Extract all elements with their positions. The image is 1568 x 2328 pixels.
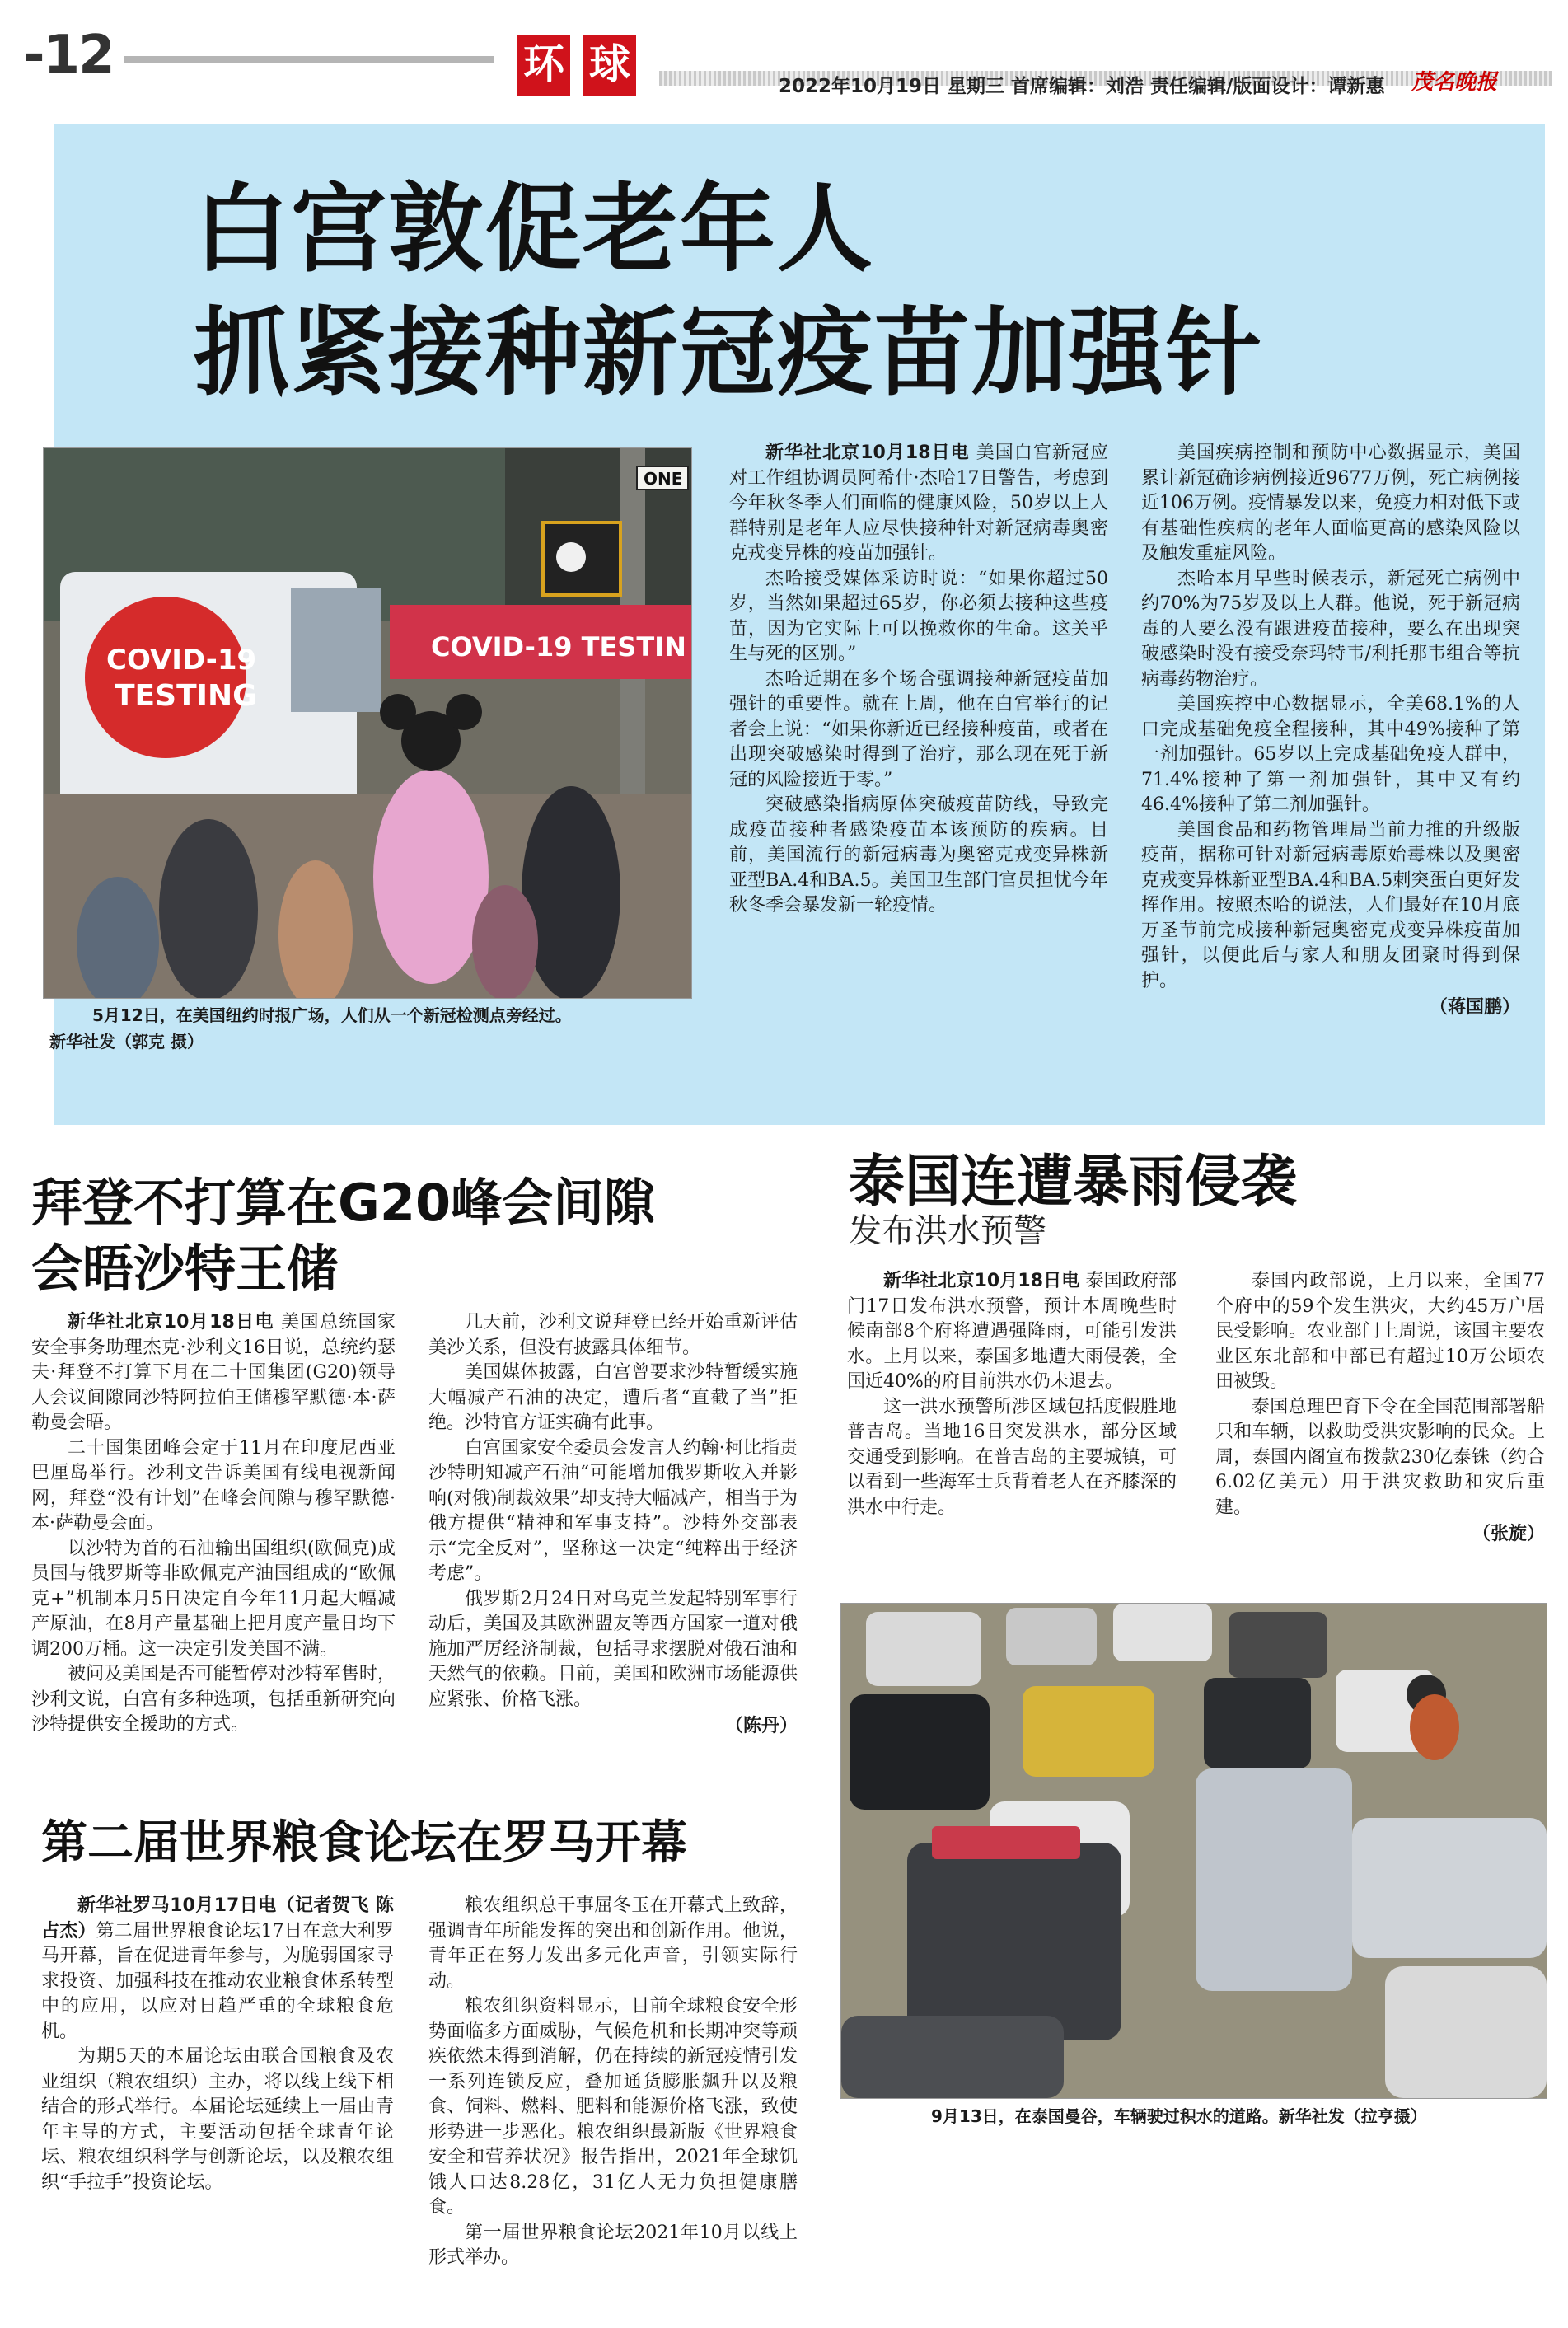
biden-story-paragraph-8: 俄罗斯2月24日对乌克兰发起特别军事行动后，美国及其欧洲盟友等西方国家一道对俄施加严厉经济制裁，包括寻求摆脱对俄石油和天然气的依赖。目前，美国和欧洲市场能源供应紧张、价格飞涨。: [428, 1588, 798, 1710]
top-story-byline: 新华社北京10月18日电: [765, 443, 970, 463]
top-story-column-1: [729, 441, 1108, 919]
header-rule: [124, 56, 494, 63]
section-label-char-2: 球: [583, 35, 636, 96]
thai-story-author: （张旋）: [1472, 1524, 1545, 1544]
bangkok-flood-photo: [840, 1603, 1547, 2099]
tent-banner-text: COVID-19 TESTIN: [431, 631, 686, 663]
biden-story-paragraph-7: 白宫国家安全委员会发言人约翰·柯比指责沙特明知减产石油“可能增加俄罗斯收入并影响(对俄)制裁效果”却支持大幅减产，相当于为俄方提供“精神和军事支持”。沙特外交部表示“完全反对”，坚称这一决定“纯粹出于经济考虑”。: [428, 1437, 798, 1584]
thai-story-column-1: [847, 1269, 1177, 1520]
food-story-title: 第二届世界粮食论坛在罗马开幕: [41, 1816, 687, 1870]
biden-story-paragraph-4: 被问及美国是否可能暂停对沙特军售时，沙利文说，白宫有多种选项，包括重新研究向沙特提供安全援助的方式。: [31, 1664, 396, 1735]
thai-story-paragraph-1: 泰国政府部门17日发布洪水预警，预计本周晚些时候南部8个府将遭遇强降雨，可能引发洪水。上月以来，泰国多地遭大雨侵袭，全国近40%的府目前洪水仍未退去。: [847, 1271, 1177, 1392]
top-story-paragraph-7: 美国疾控中心数据显示，全美68.1%的人口完成基础免疫全程接种，其中49%接种了第一剂加强针。65岁以上完成基础免疫人群中，71.4%接种了第一剂加强针，其中又有约46.4%接种了第二剂加强针。: [1141, 694, 1520, 815]
thai-story-subtitle: 发布洪水预警: [849, 1212, 1046, 1250]
van-text-line-2: TESTING: [115, 679, 257, 713]
food-story-paragraph-4: 粮农组织资料显示，目前全球粮食安全形势面临多方面威胁，气候危机和长期冲突等顽疾依然未得到消解，仍在持续的新冠疫情引发一系列连锁反应，叠加通货膨胀飙升以及粮食、饲料、燃料、肥料和能源价格飞涨，致使形势进一步恶化。粮农组织最新版《世界粮食安全和营养状况》报告指出，2021年全球饥饿人口达8.28亿，31亿人无力负担健康膳食。: [428, 1996, 798, 2218]
top-photo-caption-line-1: 5月12日，在美国纽约时报广场，人们从一个新冠检测点旁经过。: [92, 1005, 572, 1025]
times-square-photo: [43, 447, 692, 999]
food-story-byline: 新华社罗马10月17日电（记者贺飞 陈占杰）: [41, 1895, 394, 1942]
top-story-column-2: [1141, 441, 1520, 1021]
top-story-paragraph-6: 杰哈本月早些时候表示，新冠死亡病例中约70%为75岁及以上人群。他说，死于新冠病毒的人要么没有跟进疫苗接种，要么在出现突破感染时没有接受奈玛特韦/利托那韦组合等抗病毒药物治疗。: [1141, 568, 1520, 690]
top-story-author: （蒋国鹏）: [1429, 997, 1520, 1018]
top-story-title-line-2: 抓紧接种新冠疫苗加强针: [194, 297, 1263, 409]
section-label-char-1: 环: [517, 35, 570, 96]
top-story-paragraph-1: 美国白宫新冠应对工作组协调员阿希什·杰哈17日警告，考虑到今年秋冬季人们面临的健康风险，50岁以上人群特别是老年人应尽快接种针对新冠病毒奥密克戎变异株的疫苗加强针。: [729, 443, 1108, 564]
top-story-title-line-1: 白宫敦促老年人: [194, 174, 874, 285]
food-story-paragraph-2: 为期5天的本届论坛由联合国粮食及农业组织（粮农组织）主办，将以线上线下相结合的形式举行。本届论坛延续上一届由青年主导的方式，主要活动包括全球青年论坛、粮农组织科学与创新论坛，以及粮农组织“手拉手”投资论坛。: [41, 2046, 394, 2193]
biden-story-title-line-1: 拜登不打算在G20峰会间隙: [31, 1173, 656, 1233]
top-story-paragraph-2: 杰哈接受媒体采访时说：“如果你超过50岁，当然如果超过65岁，你必须去接种这些疫苗，因为它实际上可以挽救你的生命。这关乎生与死的区别。”: [729, 568, 1108, 664]
biden-story-paragraph-1: 美国总统国家安全事务助理杰克·沙利文16日说，总统约瑟夫·拜登不打算下月在二十国集团(G20)领导人会议间隙同沙特阿拉伯王储穆罕默德·本·萨勒曼会晤。: [31, 1312, 396, 1433]
top-story-paragraph-8: 美国食品和药物管理局当前力推的升级版疫苗，据称可针对新冠病毒原始毒株以及奥密克戎变异株新亚型BA.4和BA.5刺突蛋白更好发挥作用。按照杰哈的说法，人们最好在10月底万圣节前完成接种新冠奥密克戎变异株疫苗加强针，以便此后与家人和朋友团聚时得到保护。: [1141, 819, 1520, 991]
page-number: -12: [23, 25, 114, 86]
biden-story-paragraph-6: 美国媒体披露，白宫曾要求沙特暂缓实施大幅减产石油的决定，遭后者“直截了当”拒绝。沙特官方证实确有此事。: [428, 1362, 798, 1433]
flood-photo-caption: 9月13日，在泰国曼谷，车辆驶过积水的道路。新华社发（拉亨摄）: [931, 2106, 1427, 2126]
bangkok-flood-photo-art: [841, 1604, 1547, 2098]
top-photo-caption: [92, 1002, 694, 1028]
biden-story-title-line-2: 会晤沙特王储: [31, 1239, 339, 1299]
thai-story-byline: 新华社北京10月18日电: [883, 1271, 1080, 1291]
thai-story-paragraph-2: 这一洪水预警所涉区域包括度假胜地普吉岛。当地16日突发洪水，部分区域交通受到影响。在普吉岛的主要城镇，可以看到一些海军士兵背着老人在齐膝深的洪水中行走。: [847, 1396, 1177, 1518]
food-story-column-1: [41, 1894, 394, 2195]
thai-story-paragraph-3: 泰国内政部说，上月以来，全国77个府中的59个发生洪灾，大约45万户居民受影响。农业部门上周说，该国主要农业区东北部和中部已有超过10万公顷农田被毁。: [1215, 1271, 1545, 1392]
thai-story-title: 泰国连遭暴雨侵袭: [849, 1150, 1298, 1215]
biden-story-paragraph-3: 以沙特为首的石油输出国组织(欧佩克)成员国与俄罗斯等非欧佩克产油国组成的“欧佩克+”机制本月5日决定自今年11月起大幅减产原油，在8月产量基础上把月度产量日均下调200万桶。这一决定引发美国不满。: [31, 1538, 396, 1660]
newspaper-logo: 茂名晚报: [1411, 70, 1497, 95]
times-square-photo-art: [44, 448, 691, 998]
food-story-paragraph-5: 第一届世界粮食论坛2021年10月以线上形式举办。: [428, 2222, 798, 2268]
food-story-paragraph-3: 粮农组织总干事屈冬玉在开幕式上致辞，强调青年所能发挥的突出和创新作用。他说，青年正在努力发出多元化声音，引领实际行动。: [428, 1895, 798, 1992]
food-story-paragraph-1: 第二届世界粮食论坛17日在意大利罗马开幕，旨在促进青年参与，为脆弱国家寻求投资、加强科技在推动农业粮食体系转型中的应用，以应对日趋严重的全球粮食危机。: [41, 1920, 394, 2042]
biden-story-paragraph-2: 二十国集团峰会定于11月在印度尼西亚巴厘岛举行。沙利文告诉美国有线电视新闻网，拜登“没有计划”在峰会间隙与穆罕默德·本·萨勒曼会面。: [31, 1437, 396, 1534]
biden-story-column-2: [428, 1310, 798, 1740]
top-story-paragraph-3: 杰哈近期在多个场合强调接种新冠疫苗加强针的重要性。就在上周，他在白宫举行的记者会上说：“如果你新近已经接种疫苗，或者在出现突破感染时得到了治疗，那么现在死于新冠的风险接近于零。”: [729, 668, 1108, 790]
biden-story-paragraph-5: 几天前，沙利文说拜登已经开始重新评估美沙关系，但没有披露具体细节。: [428, 1312, 798, 1358]
dateline: 2022年10月19日 星期三 首席编辑：刘浩 责任编辑/版面设计：谭新惠: [779, 76, 1385, 97]
food-story-column-2: [428, 1894, 798, 2271]
van-text-line-1: COVID-19: [106, 644, 257, 677]
biden-story-column-1: [31, 1310, 396, 1738]
top-story-paragraph-4: 突破感染指病原体突破疫苗防线，导致完成疫苗接种者感染疫苗本该预防的疾病。目前，美国流行的新冠病毒为奥密克戎变异株新亚型BA.4和BA.5。美国卫生部门官员担忧今年秋冬季会暴发新一轮疫情。: [729, 794, 1108, 916]
biden-story-byline: 新华社北京10月18日电: [68, 1312, 274, 1333]
top-story-paragraph-5: 美国疾病控制和预防中心数据显示，美国累计新冠确诊病例接近9677万例，死亡病例接近106万例。疫情暴发以来，免疫力相对低下或有基础性疾病的老年人面临更高的感染风险以及触发重症风险。: [1141, 443, 1520, 564]
thai-story-paragraph-4: 泰国总理巴育下令在全国范围部署船只和车辆，以救助受洪灾影响的民众。上周，泰国内阁宣布拨款230亿泰铢（约合6.02亿美元）用于洪灾救助和灾后重建。: [1215, 1396, 1545, 1518]
biden-story-author: （陈丹）: [724, 1716, 798, 1736]
thai-story-column-2: [1215, 1269, 1545, 1548]
top-photo-credit: 新华社发（郭克 摄）: [49, 1032, 204, 1052]
one-way-sign: ONE: [644, 469, 683, 489]
